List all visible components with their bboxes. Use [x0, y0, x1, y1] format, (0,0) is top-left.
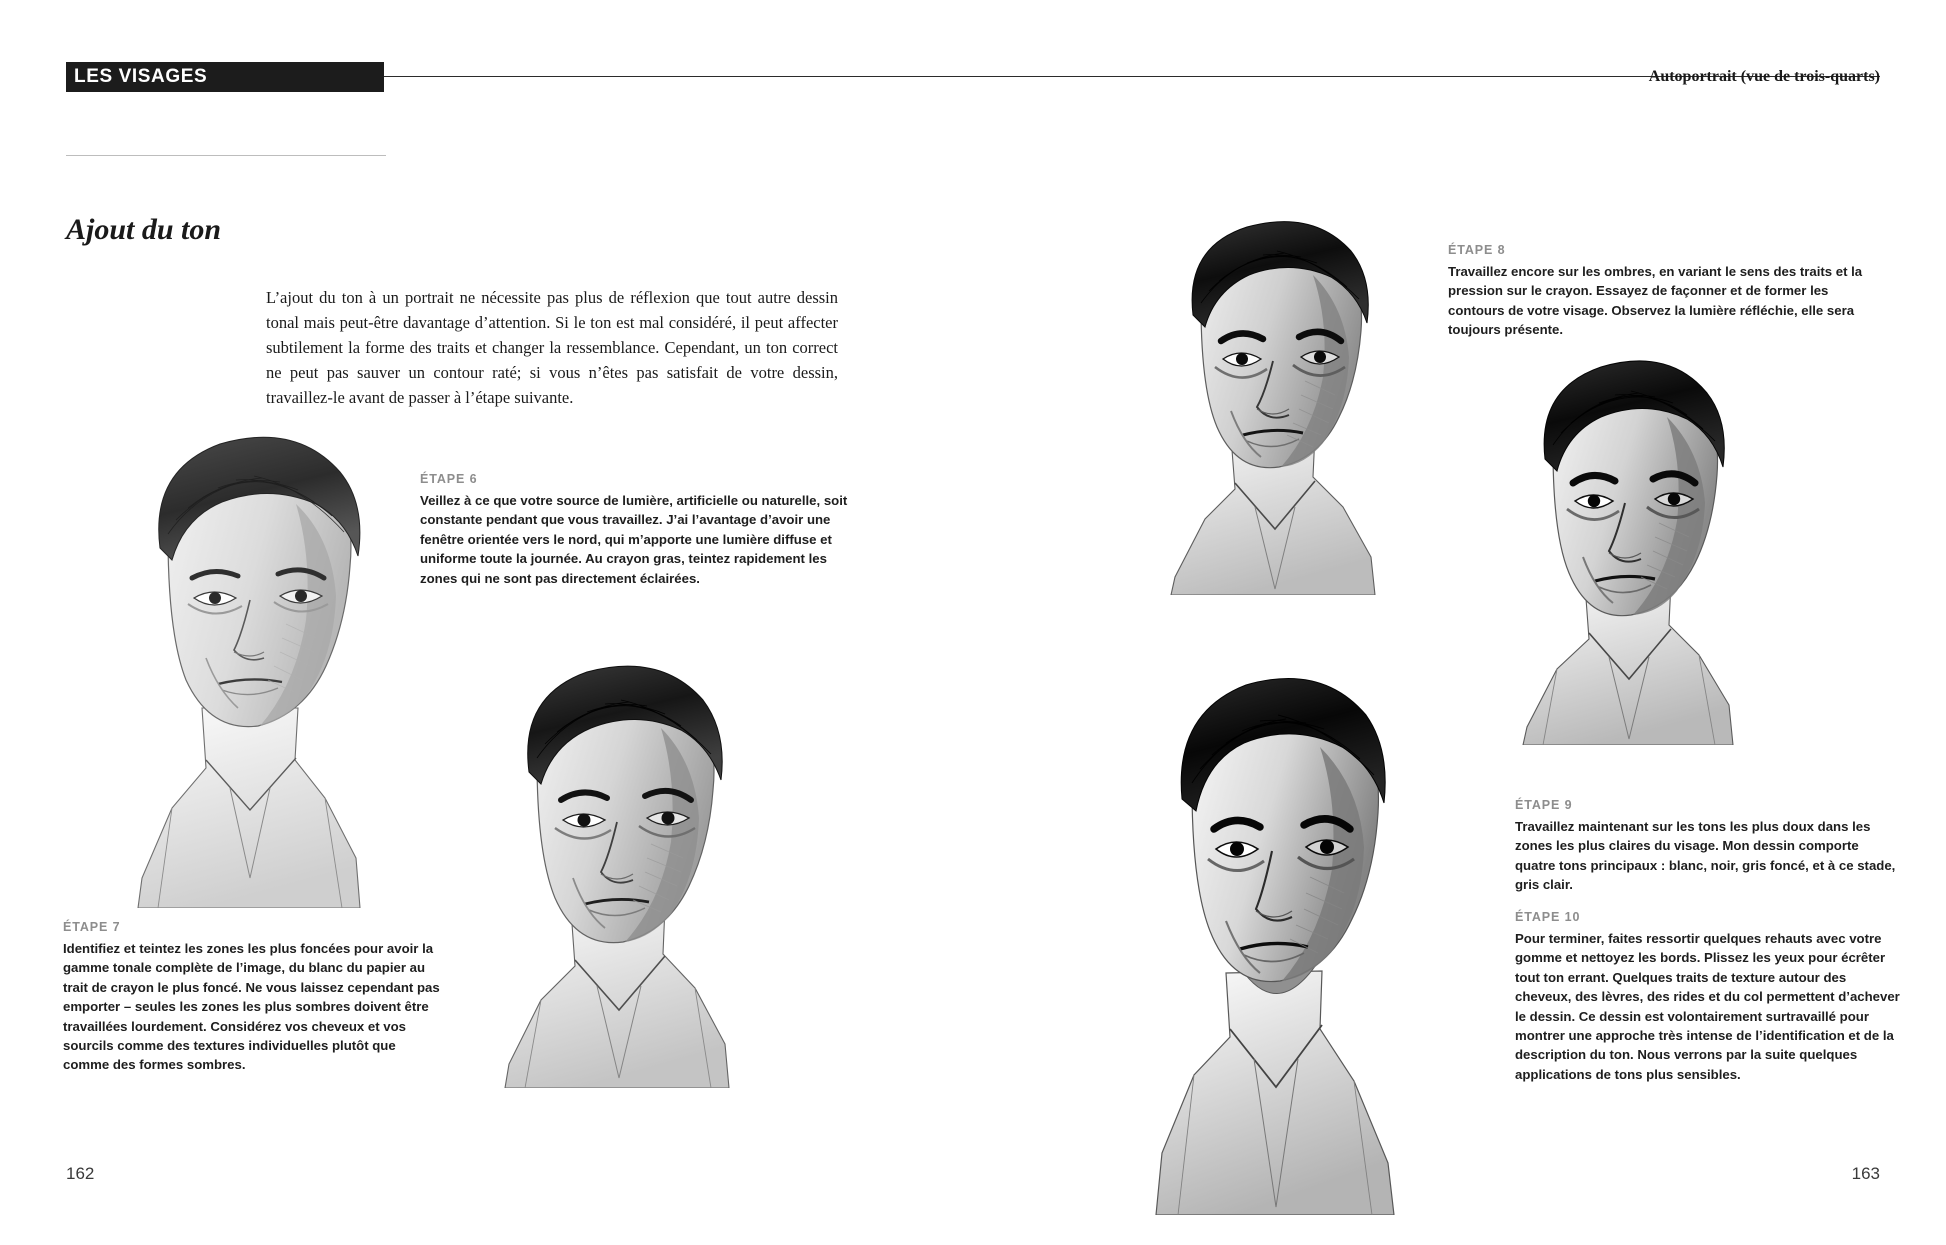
running-head: Autoportrait (vue de trois-quarts) — [1648, 68, 1880, 85]
page-title: Ajout du ton — [66, 213, 222, 246]
step-text: Pour terminer, faites ressortir quelques rehauts avec votre gomme et nettoyez les bords. Plissez les yeux pour écrêter tout ton errant. Quelques traits de texture autour des cheveux, des lèvres, des rides et du col permettent d’achever le dessin. Ce dessin est volontairement surtravaillé pour montrer une approche très intense de l’identification et de la description du ton. Nous verrons par la suite quelques applications de tons plus sensibles. — [1515, 931, 1900, 1082]
intro-paragraph: L’ajout du ton à un portrait ne nécessite pas plus de réflexion que tout autre dessin tonal mais peut-être davantage d’attention. Si le ton est mal considéré, il peut affecter subtilement la forme des traits et changer la ressemblance. Cependant, un ton correct ne peut pas sauver un contour raté; si vous n’êtes pas satisfait de votre dessin, travaillez-le avant de passer à l’étape suivante. — [266, 288, 838, 407]
page-number-left: 162 — [66, 1164, 95, 1183]
step-text: Identifiez et teintez les zones les plus foncées pour avoir la gamme tonale complète de l’image, du blanc du papier au trait de crayon le plus foncé. Ne vous laissez cependant pas emporter – seules les zones les plus sombres doivent être travaillées lourdement. Considérez vos cheveux et vos sourcils comme des textures individuelles plutôt que comme des formes sombres. — [63, 941, 440, 1073]
step-label: ÉTAPE 10 — [1515, 910, 1581, 924]
figure-stage-9 — [1505, 345, 1785, 745]
figure-stage-8 — [1155, 205, 1425, 595]
secondary-divider-rule — [66, 155, 386, 156]
step-text: Travaillez maintenant sur les tons les plus doux dans les zones les plus claires du visage. Mon dessin comporte quatre tons principaux : blanc, noir, gris foncé, et à ce stade, gris clair. — [1515, 819, 1896, 893]
step-text: Veillez à ce que votre source de lumière, artificielle ou naturelle, soit constante pendant que vous travaillez. J’ai l’avantage d’avoir une fenêtre orientée vers le nord, qui m’apporte une lumière diffuse et uniforme toute la journée. Au crayon gras, teintez rapidement les zones qui ne sont pas directement éclairées. — [420, 493, 848, 586]
step-block-8 — [1448, 243, 1888, 340]
step-label: ÉTAPE 6 — [420, 472, 478, 486]
figure-stage-6 — [110, 408, 420, 908]
step-block-6 — [420, 472, 860, 588]
step-block-9 — [1515, 798, 1901, 895]
figure-stage-7 — [485, 648, 785, 1088]
step-label: ÉTAPE 7 — [63, 920, 121, 934]
page-number-right: 163 — [1851, 1164, 1880, 1183]
step-text: Travaillez encore sur les ombres, en variant le sens des traits et la pression sur le crayon. Essayez de façonner et de former les contours de votre visage. Observez la lumière réfléchie, elle sera toujours présente. — [1448, 264, 1863, 338]
section-tab-label: LES VISAGES — [74, 66, 208, 87]
step-label: ÉTAPE 8 — [1448, 243, 1506, 257]
step-block-7 — [63, 920, 441, 1075]
figure-stage-10 — [1140, 655, 1440, 1215]
step-label: ÉTAPE 9 — [1515, 798, 1573, 812]
step-block-10 — [1515, 910, 1905, 1084]
